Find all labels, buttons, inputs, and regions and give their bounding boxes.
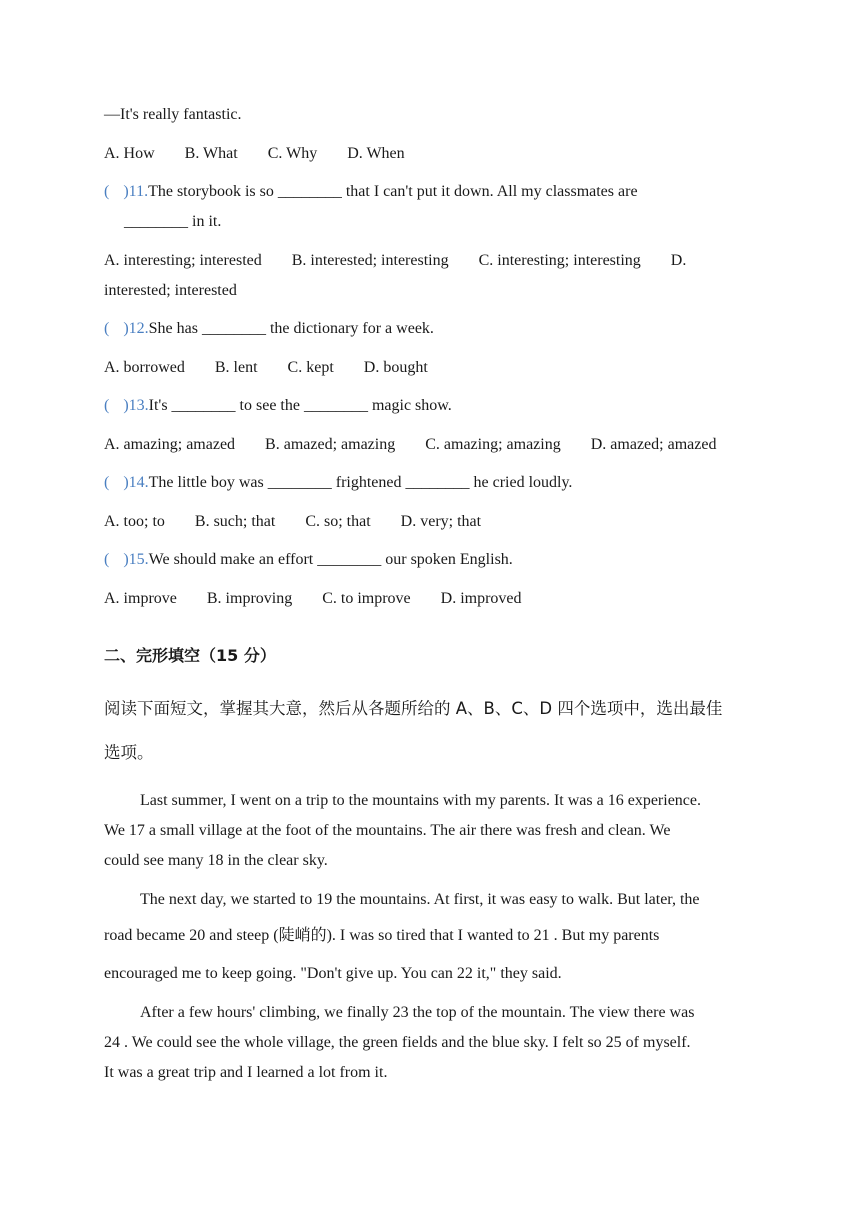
option-a: A. improve — [104, 590, 177, 607]
question-number: )12. — [123, 320, 149, 337]
answer-paren[interactable]: ( — [104, 320, 110, 337]
option-b: B. lent — [214, 359, 258, 376]
answer-paren[interactable]: ( — [104, 551, 110, 568]
option-a: A. How — [104, 145, 155, 162]
question-11 — [104, 181, 638, 203]
passage-line: 24 . We could see the whole village, the green fields and the blue sky. I felt so 25 of myself. — [104, 1034, 691, 1051]
passage-line: road became 20 and steep (陡峭的). I was so tired that I wanted to 21 . But my parents — [104, 927, 660, 944]
option-b: B. improving — [206, 590, 293, 607]
passage-line: We 17 a small village at the foot of the mountains. The air there was fresh and clean. We — [104, 822, 671, 839]
option-a: A. interesting; interested — [104, 252, 262, 269]
option-a: A. borrowed — [104, 359, 185, 376]
q11-options — [104, 250, 686, 272]
question-number: )11. — [123, 183, 149, 200]
option-a: A. too; to — [104, 513, 165, 530]
section-heading: 二、完形填空（15 分） — [104, 646, 276, 665]
option-b: B. amazed; amazing — [265, 436, 396, 453]
question-text: It's ________ to see the ________ magic show. — [148, 397, 452, 414]
option-c: C. kept — [287, 359, 334, 376]
option-b: B. interested; interesting — [291, 252, 449, 269]
question-text: She has ________ the dictionary for a week. — [148, 320, 434, 337]
passage-line: could see many 18 in the clear sky. — [104, 852, 328, 869]
passage-line: Last summer, I went on a trip to the mountains with my parents. It was a 16 experience. — [140, 792, 701, 809]
passage-line: It was a great trip and I learned a lot from it. — [104, 1064, 388, 1081]
q12-options — [104, 357, 454, 379]
question-12 — [104, 318, 434, 340]
option-c: C. so; that — [305, 513, 371, 530]
question-14 — [104, 472, 572, 494]
q11-options-cont: interested; interested — [104, 282, 237, 299]
option-c: C. amazing; amazing — [425, 436, 561, 453]
option-d: D. — [670, 252, 687, 269]
option-d: D. very; that — [400, 513, 482, 530]
question-13 — [104, 395, 452, 417]
q10-options — [104, 143, 431, 165]
q15-options — [104, 588, 548, 610]
section-instructions: 阅读下面短文，掌握其大意，然后从各题所给的 A、B、C、D 四个选项中，选出最佳 — [104, 699, 723, 718]
question-number: )14. — [123, 474, 149, 491]
passage-line: The next day, we started to 19 the mountains. At first, it was easy to walk. But later, the — [140, 891, 700, 908]
question-text: The little boy was ________ frightened ________ he cried loudly. — [148, 474, 573, 491]
option-a: A. amazing; amazed — [104, 436, 236, 453]
answer-paren[interactable]: ( — [104, 397, 110, 414]
option-b: B. such; that — [194, 513, 276, 530]
q14-options — [104, 511, 507, 533]
option-c: C. interesting; interesting — [478, 252, 641, 269]
question-11-cont: ________ in it. — [124, 213, 222, 230]
option-c: C. to improve — [322, 590, 411, 607]
prev-answer-text: —It's really fantastic. — [104, 106, 242, 123]
section-instructions-cont: 选项。 — [104, 743, 154, 762]
option-d: D. When — [347, 145, 405, 162]
passage-line: After a few hours' climbing, we finally 23 the top of the mountain. The view there was — [140, 1004, 695, 1021]
question-number: )13. — [123, 397, 149, 414]
option-d: D. bought — [363, 359, 428, 376]
answer-paren[interactable]: ( — [104, 183, 110, 200]
option-d: D. amazed; amazed — [590, 436, 717, 453]
answer-paren[interactable]: ( — [104, 474, 110, 491]
question-15 — [104, 549, 513, 571]
option-d: D. improved — [440, 590, 522, 607]
option-c: C. Why — [267, 145, 318, 162]
question-text: The storybook is so ________ that I can't put it down. All my classmates are — [148, 183, 638, 200]
passage-line: encouraged me to keep going. "Don't give up. You can 22 it," they said. — [104, 965, 562, 982]
question-text: We should make an effort ________ our spoken English. — [148, 551, 513, 568]
q13-options — [104, 434, 716, 456]
question-number: )15. — [123, 551, 149, 568]
option-b: B. What — [184, 145, 238, 162]
